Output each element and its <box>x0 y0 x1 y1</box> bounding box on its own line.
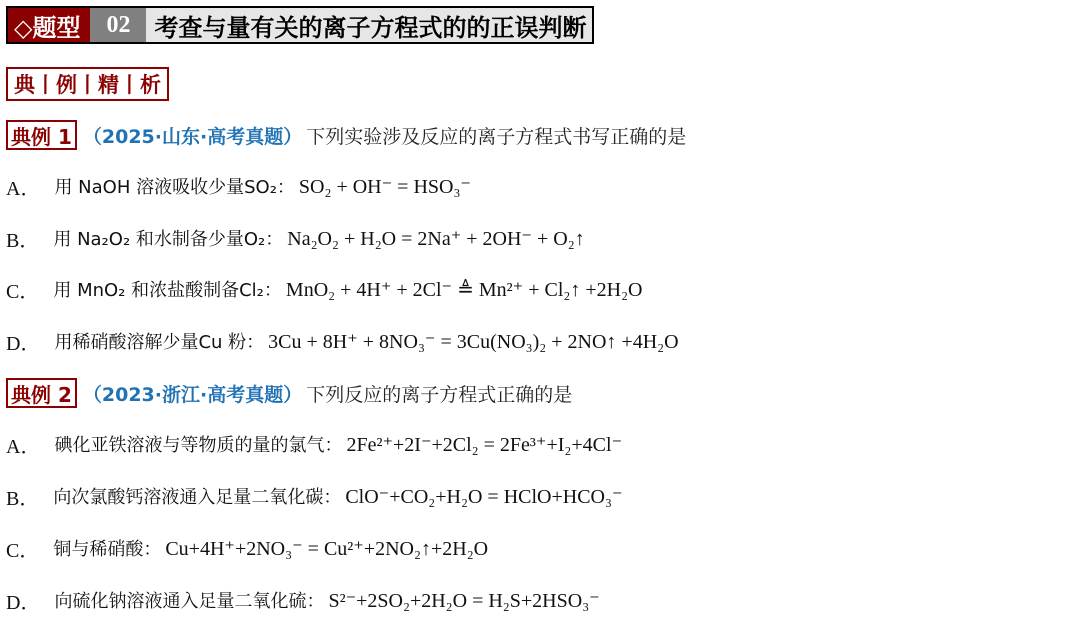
option-letter: D． <box>6 332 41 355</box>
example-question: 下列实验涉及反应的离子方程式书写正确的是 <box>306 125 687 148</box>
example-2-option-b <box>6 480 623 512</box>
example-badge: 典例 1 <box>6 120 77 150</box>
option-letter: A． <box>6 435 41 458</box>
option-equation: Na₂O₂ + H₂O = 2Na⁺ + 2OH⁻ + O₂↑ <box>287 227 585 250</box>
example-1-header <box>6 119 686 151</box>
example-1-option-a <box>6 170 471 202</box>
option-letter: C． <box>6 539 40 562</box>
option-equation: 2Fe²⁺+2I⁻+2Cl₂ = 2Fe³⁺+I₂+4Cl⁻ <box>346 433 623 456</box>
option-letter: A． <box>6 177 41 200</box>
option-equation: Cu+4H⁺+2NO₃⁻ = Cu²⁺+2NO₂↑+2H₂O <box>165 537 489 560</box>
option-equation: ClO⁻+CO₂+H₂O = HClO+HCO₃⁻ <box>345 485 623 508</box>
topic-title: 考查与量有关的离子方程式的的正误判断 <box>146 8 592 42</box>
option-description: 向次氯酸钙溶液通入足量二氧化碳： <box>53 487 342 508</box>
example-1-option-c <box>6 273 643 305</box>
example-2-option-a <box>6 428 622 460</box>
example-1-option-b <box>6 222 585 254</box>
option-description: 用 MnO₂ 和浓盐酸制备Cl₂： <box>53 280 282 301</box>
example-badge: 典例 2 <box>6 378 77 408</box>
option-letter: D． <box>6 591 41 614</box>
topic-tag: ◇题型 <box>8 8 90 42</box>
option-description: 铜与稀硝酸： <box>53 539 162 560</box>
option-letter: C． <box>6 280 40 303</box>
topic-title-bar <box>6 6 594 44</box>
option-equation: 3Cu + 8H⁺ + 8NO₃⁻ = 3Cu(NO₃)₂ + 2NO↑ +4H₂O <box>268 330 679 353</box>
option-description: 用 Na₂O₂ 和水制备少量O₂： <box>53 229 284 250</box>
option-equation: SO₂ + OH⁻ = HSO₃⁻ <box>298 175 471 198</box>
option-letter: B． <box>6 229 40 252</box>
section-label: 典丨例丨精丨析 <box>6 67 169 101</box>
option-equation: S²⁻+2SO₂+2H₂O = H₂S+2HSO₃⁻ <box>328 589 600 612</box>
option-description: 用稀硝酸溶解少量Cu 粉： <box>54 332 265 353</box>
option-description: 碘化亚铁溶液与等物质的量的氯气： <box>54 435 343 456</box>
example-2-option-d <box>6 584 600 616</box>
option-equation: MnO₂ + 4H⁺ + 2Cl⁻ ≜ Mn²⁺ + Cl₂↑ +2H₂O <box>285 278 643 301</box>
option-letter: B． <box>6 487 40 510</box>
example-2-option-c <box>6 532 488 564</box>
option-description: 向硫化钠溶液通入足量二氧化硫： <box>54 591 325 612</box>
topic-number: 02 <box>90 8 146 42</box>
example-source: （2023·浙江·高考真题） <box>82 383 303 406</box>
example-source: （2025·山东·高考真题） <box>82 125 303 148</box>
option-description: 用 NaOH 溶液吸收少量SO₂： <box>54 177 295 198</box>
example-question: 下列反应的离子方程式正确的是 <box>306 383 573 406</box>
example-2-header <box>6 377 572 409</box>
example-1-option-d <box>6 325 679 357</box>
